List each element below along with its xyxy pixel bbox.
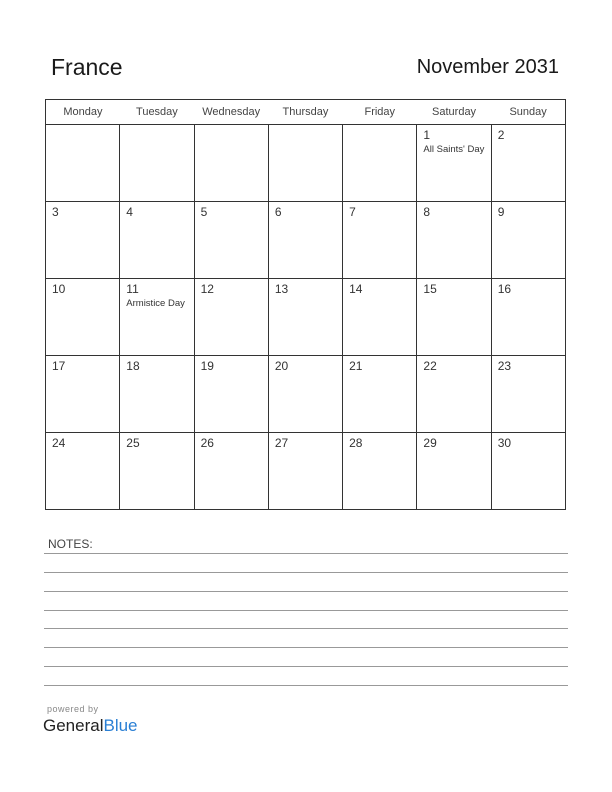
- country-title: France: [51, 54, 123, 80]
- day-cell: [417, 202, 491, 279]
- day-cell: [491, 279, 565, 356]
- day-number: 17: [52, 359, 66, 373]
- day-number: 23: [497, 359, 512, 373]
- week-row: [46, 202, 566, 279]
- calendar-grid: [45, 99, 566, 510]
- day-number: 8: [423, 205, 431, 219]
- week-row: [46, 433, 566, 510]
- day-number: 4: [126, 205, 133, 219]
- day-number: 20: [274, 359, 289, 373]
- day-cell: [194, 279, 268, 356]
- day-cell: [491, 433, 565, 510]
- day-cell: [194, 125, 268, 202]
- weekday-header: Tuesday: [120, 100, 194, 125]
- day-number: 5: [200, 205, 208, 219]
- day-number: 16: [497, 282, 512, 296]
- day-cell: [120, 356, 194, 433]
- note-line: [44, 647, 568, 648]
- day-cell: [268, 433, 342, 510]
- day-number: 11: [126, 282, 139, 296]
- day-number: 25: [126, 436, 140, 450]
- holiday-label: All Saints' Day: [423, 144, 485, 155]
- day-number: 10: [52, 282, 66, 296]
- note-line: [44, 666, 568, 667]
- day-cell: [268, 279, 342, 356]
- note-line: [44, 685, 568, 686]
- day-number: 14: [349, 282, 363, 296]
- day-number: 27: [274, 436, 289, 450]
- weekday-header: Thursday: [268, 100, 342, 125]
- day-number: 6: [274, 205, 282, 219]
- day-cell: [194, 356, 268, 433]
- day-number: 28: [349, 436, 363, 450]
- weekday-header-row: [46, 100, 566, 125]
- day-cell: [491, 356, 565, 433]
- day-cell: [343, 433, 417, 510]
- day-cell: [194, 202, 268, 279]
- day-cell: [491, 202, 565, 279]
- day-cell: [417, 356, 491, 433]
- weekday-header: Wednesday: [194, 100, 268, 125]
- brand-blue: Blue: [103, 716, 138, 735]
- month-year-title: November 2031: [416, 56, 559, 78]
- day-cell: [46, 279, 120, 356]
- day-cell: [343, 202, 417, 279]
- day-cell: [268, 202, 342, 279]
- day-cell: [120, 202, 194, 279]
- day-cell: [46, 125, 120, 202]
- day-number: 9: [497, 205, 505, 219]
- day-number: 7: [349, 205, 356, 219]
- note-line: [44, 628, 568, 629]
- day-number: 13: [274, 282, 289, 296]
- day-number: 21: [349, 359, 363, 373]
- day-cell: [46, 202, 120, 279]
- note-line: [44, 610, 568, 611]
- brand-general: General: [43, 716, 104, 735]
- weekday-header: Saturday: [417, 100, 491, 125]
- note-line: [44, 591, 568, 592]
- day-cell: [120, 125, 194, 202]
- day-number: 19: [200, 359, 214, 373]
- day-number: 29: [423, 436, 437, 450]
- weekday-header: Sunday: [491, 100, 565, 125]
- day-cell: [46, 356, 120, 433]
- day-cell: [194, 433, 268, 510]
- weekday-header: Monday: [46, 100, 120, 125]
- notes-label: NOTES:: [48, 537, 93, 551]
- day-cell: [343, 125, 417, 202]
- day-cell: [343, 279, 417, 356]
- week-row: [46, 279, 566, 356]
- day-number: 3: [52, 205, 59, 219]
- day-number: 22: [423, 359, 437, 373]
- day-cell: [491, 125, 565, 202]
- day-cell: [120, 279, 194, 356]
- week-row: [46, 125, 566, 202]
- day-number: 18: [126, 359, 140, 373]
- week-row: [46, 356, 566, 433]
- note-line: [44, 553, 568, 554]
- day-number: 26: [200, 436, 214, 450]
- day-number: 15: [423, 282, 437, 296]
- day-number: 12: [200, 282, 214, 296]
- weekday-header: Friday: [343, 100, 417, 125]
- day-cell: [417, 279, 491, 356]
- day-number: 24: [52, 436, 66, 450]
- day-number: 2: [497, 128, 505, 142]
- day-cell: [46, 433, 120, 510]
- day-cell: [120, 433, 194, 510]
- generalblue-logo[interactable]: [43, 716, 138, 736]
- day-cell: [417, 433, 491, 510]
- day-cell: [417, 125, 491, 202]
- day-cell: [343, 356, 417, 433]
- day-cell: [268, 125, 342, 202]
- day-number: 30: [497, 436, 512, 450]
- note-line: [44, 572, 568, 573]
- day-cell: [268, 356, 342, 433]
- holiday-label: Armistice Day: [126, 298, 185, 309]
- day-number: 1: [423, 128, 431, 142]
- powered-by-text: powered by: [47, 704, 99, 714]
